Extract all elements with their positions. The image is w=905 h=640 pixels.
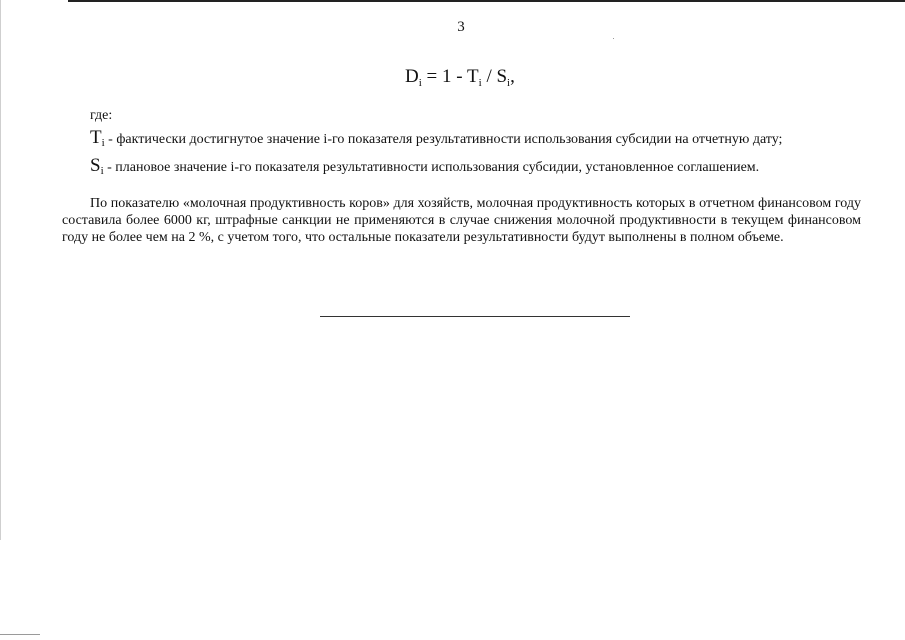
- page-top-border: [68, 0, 905, 2]
- definition-t: [90, 127, 782, 149]
- formula-d-index: i: [418, 77, 422, 89]
- body-paragraph: По показателю «молочная продуктивность коров» для хозяйств, молочная продуктивность которых в отчетном финансовом году составила более 6000 кг, штрафные санкции не применяются в случае снижения молочной продуктивности в текущем финансовом году не более чем на 2 %, с учетом того, что остальные показатели результативности будут выполнены в полном объеме.: [62, 196, 861, 245]
- scan-speck: [613, 38, 614, 39]
- formula-s-index: i: [507, 77, 511, 89]
- page-number: 3: [457, 19, 465, 35]
- formula-t-symbol: T: [467, 66, 479, 87]
- formula-one: 1: [442, 66, 452, 87]
- formula-d-symbol: D: [405, 66, 419, 87]
- formula-minus: -: [456, 66, 463, 87]
- definition-s-text: - плановое значение i-го показателя результативности использования субсидии, установленное соглашением.: [103, 160, 760, 175]
- definition-s-symbol: $S_i$: [90, 155, 104, 177]
- end-divider: [320, 316, 630, 317]
- definition-s: [90, 155, 759, 177]
- definition-t-symbol: $T_i$: [90, 127, 105, 149]
- formula-s-symbol: S: [496, 66, 508, 87]
- scan-left-edge: [0, 0, 1, 540]
- formula-t-index: i: [478, 77, 482, 89]
- formula: [405, 66, 515, 89]
- scan-bottom-mark: [0, 634, 40, 635]
- where-label: где:: [90, 108, 113, 123]
- formula-slash: /: [486, 66, 492, 87]
- definition-t-text: - фактически достигнутое значение i-го показателя результативности использования субсидии на отчетную дату;: [104, 132, 783, 147]
- formula-equals: =: [426, 66, 438, 87]
- formula-comma: ,: [510, 66, 515, 87]
